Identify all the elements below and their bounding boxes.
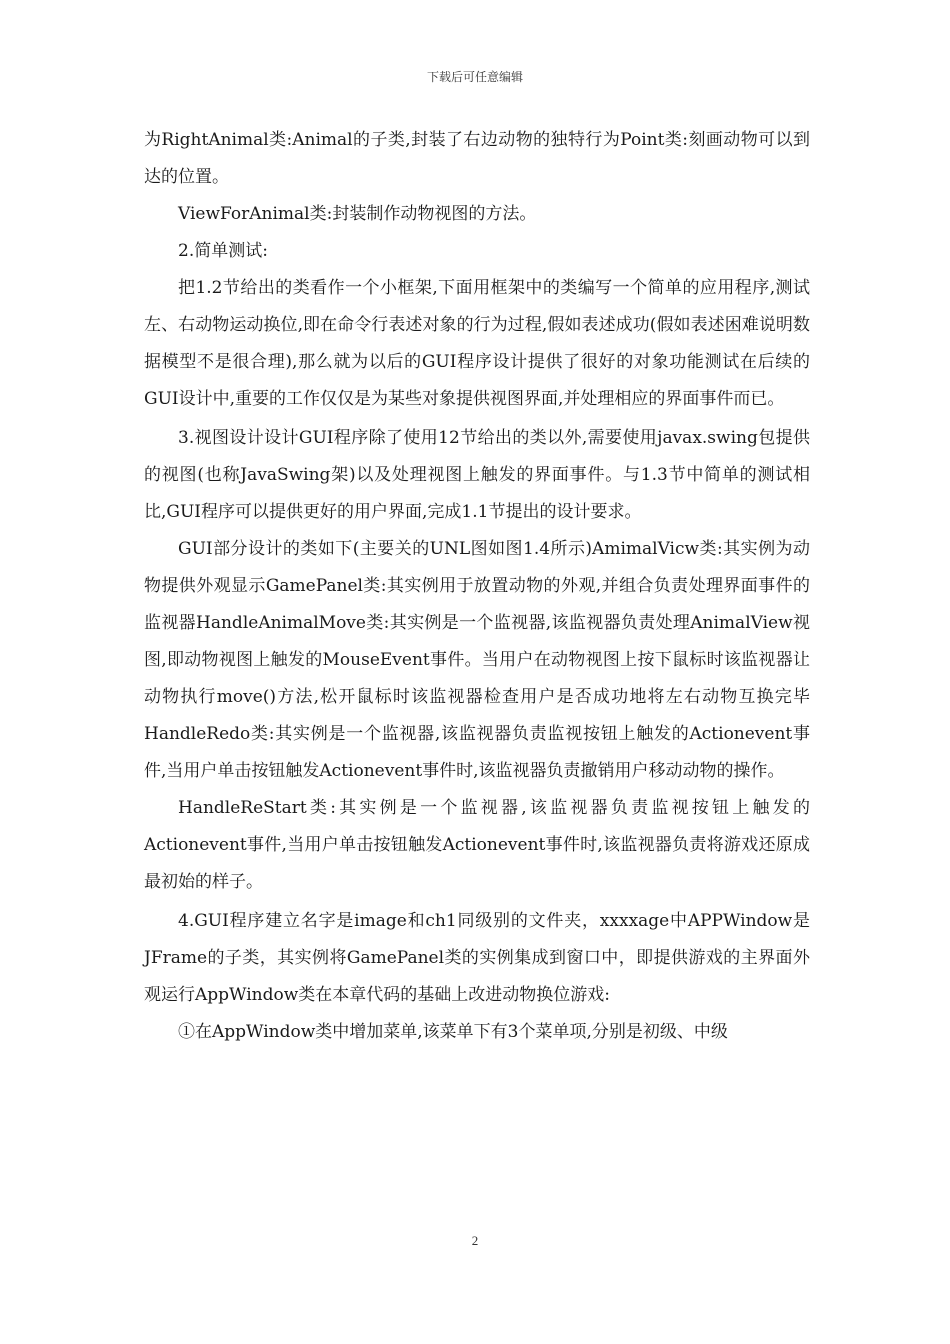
paragraph-view-design: 3.视图设计设计GUI程序除了使用12节给出的类以外,需要使用javax.swing包提供的视图(也称JavaSwing架)以及处理视图上触发的界面事件。与1.3节中简单的测试相比,GUI程序可以提供更好的用户界面,完成1.1节提出的设计要求。 — [144, 428, 810, 522]
paragraph-gui-program: 4.GUI程序建立名字是image和ch1同级别的文件夹，xxxxage中APPWindow是JFrame的子类，其实例将GamePanel类的实例集成到窗口中，即提供游戏的主界面外观运行AppWindow类在本章代码的基础上改进动物换位游戏: — [144, 911, 810, 1005]
document-body — [144, 122, 810, 1051]
paragraph-menu-item: ①在AppWindow类中增加菜单,该菜单下有3个菜单项,分别是初级、中级 — [178, 1022, 728, 1042]
page-number: 2 — [471, 1233, 479, 1248]
paragraph-handle-restart: HandleReStart类:其实例是一个监视器,该监视器负责监视按钮上触发的Actionevent事件,当用户单击按钮触发Actionevent事件时,该监视器负责将游戏还原成最初始的样子。 — [144, 798, 810, 892]
paragraph-right-animal: 为RightAnimal类:Animal的子类,封装了右边动物的独特行为Point类:刻画动物可以到达的位置。 — [144, 130, 810, 187]
paragraph-simple-test-heading: 2.简单测试: — [178, 241, 268, 261]
paragraph-view-for-animal: ViewForAnimal类:封装制作动物视图的方法。 — [178, 204, 537, 224]
page-header: 下载后可任意编辑 — [426, 70, 523, 84]
paragraph-gui-classes: GUI部分设计的类如下(主要关的UNL图如图1.4所示)AmimalVicw类:其实例为动物提供外观显示GamePanel类:其实例用于放置动物的外观,并组合负责处理界面事件的监视器HandleAnimalMove类:其实例是一个监视器,该监视器负责处理AnimalView视图,即动物视图上触发的MouseEvent事件。当用户在动物视图上按下鼠标时该监视器让动物执行move()方法,松开鼠标时该监视器检查用户是否成功地将左右动物互换完毕HandleRedo类:其实例是一个监视器,该监视器负责监视按钮上触发的Actionevent事件,当用户单击按钮触发Actionevent事件时,该监视器负责撤销用户移动动物的操作。 — [144, 539, 810, 781]
paragraph-simple-test: 把1.2节给出的类看作一个小框架,下面用框架中的类编写一个简单的应用程序,测试左、右动物运动换位,即在命令行表述对象的行为过程,假如表述成功(假如表述困难说明数据模型不是很合理),那么就为以后的GUI程序设计提供了很好的对象功能测试在后续的GUI设计中,重要的工作仅仅是为某些对象提供视图界面,并处理相应的界面事件而已。 — [144, 278, 810, 409]
